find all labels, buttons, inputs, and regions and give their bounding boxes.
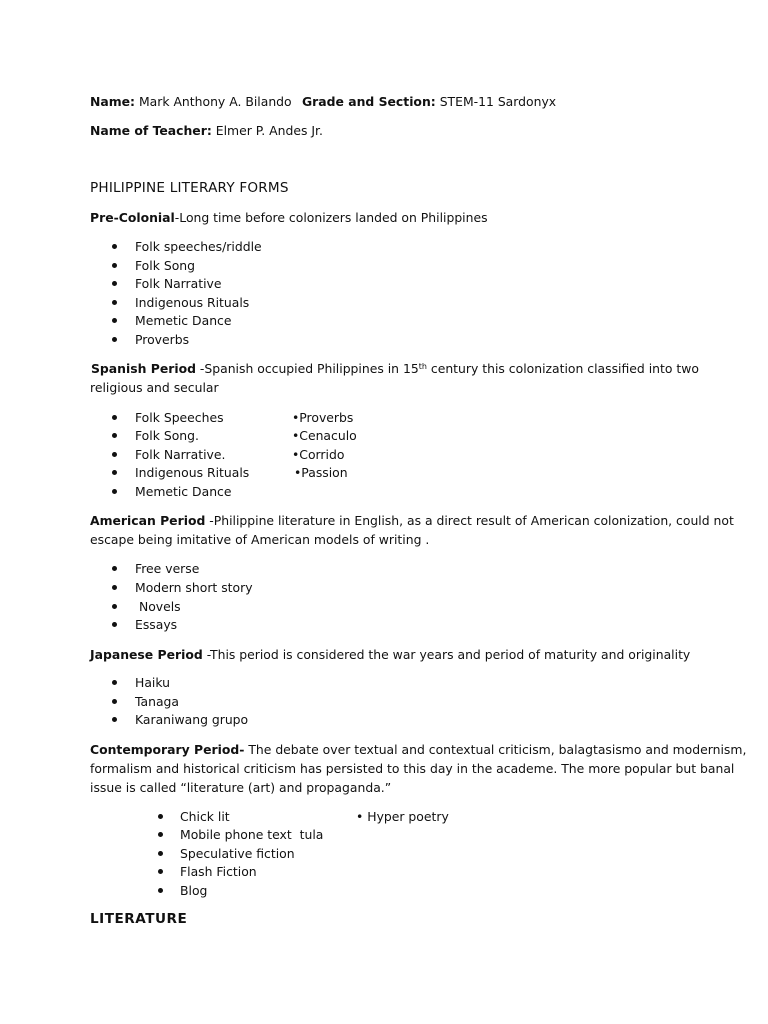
bullet-icon (112, 622, 117, 627)
grade-label: Grade and Section: (302, 94, 436, 109)
bullet-icon (158, 851, 163, 856)
list-item: Free verse (135, 561, 200, 576)
bullet-icon (112, 680, 117, 685)
list-item: Chick lit (180, 809, 230, 824)
list-item: Folk Song. (135, 428, 199, 443)
american-paragraph (90, 513, 734, 528)
bullet-icon (112, 281, 117, 286)
list-item: Proverbs (135, 332, 190, 347)
list-item-right: • Hyper poetry (356, 809, 449, 824)
american-label: American Period (90, 513, 206, 528)
name-value: Mark Anthony A. Bilando (138, 94, 292, 109)
japanese-paragraph (90, 647, 690, 662)
precolonial-label: Pre-Colonial (90, 210, 175, 225)
bullet-icon (158, 832, 163, 837)
list-item: Modern short story (135, 580, 253, 595)
list-item: Novels (135, 599, 181, 614)
teacher-value: Elmer P. Andes Jr. (215, 123, 323, 138)
list-item: Mobile phone text tula (180, 827, 324, 842)
list-item: Folk speeches/riddle (135, 239, 262, 254)
list-item: Blog (180, 883, 208, 898)
spanish-desc-line2: religious and secular (90, 380, 219, 395)
list-item: Haiku (135, 675, 170, 690)
bullet-icon (112, 604, 117, 609)
list-item: Indigenous Rituals (135, 465, 250, 480)
bullet-icon (112, 452, 117, 457)
bullet-icon (158, 814, 163, 819)
precolonial-paragraph (90, 210, 488, 225)
list-item: Folk Narrative. (135, 447, 226, 462)
bullet-icon (112, 300, 117, 305)
bullet-icon (112, 263, 117, 268)
list-item: Karaniwang grupo (135, 712, 249, 727)
precolonial-desc: -Long time before colonizers landed on Philippines (174, 210, 488, 225)
teacher-line (90, 123, 323, 138)
american-desc-line1: -Philippine literature in English, as a direct result of American colonization, could not (205, 513, 734, 528)
list-item: Tanaga (135, 694, 180, 709)
bullet-icon (112, 318, 117, 323)
list-item: Folk Song (135, 258, 195, 273)
list-item: Speculative fiction (180, 846, 295, 861)
american-desc-line2: escape being imitative of American models of writing . (90, 532, 430, 547)
list-item: Folk Speeches (135, 410, 224, 425)
bullet-icon (112, 585, 117, 590)
spanish-desc-sup: th (418, 362, 427, 371)
spanish-label: Spanish Period (91, 361, 196, 376)
grade-value: STEM-11 Sardonyx (439, 94, 557, 109)
bullet-icon (158, 869, 163, 874)
contemporary-paragraph (90, 742, 746, 757)
list-item: Folk Narrative (135, 276, 222, 291)
grade-section-line (302, 94, 556, 109)
student-name-line (90, 94, 292, 109)
spanish-desc-part1: -Spanish occupied Philippines in 15 (195, 361, 419, 376)
bullet-icon (112, 717, 117, 722)
bullet-icon (112, 337, 117, 342)
bullet-icon (112, 415, 117, 420)
bullet-icon (112, 566, 117, 571)
page-title: PHILIPPINE LITERARY FORMS (90, 180, 289, 196)
bullet-icon (158, 888, 163, 893)
contemporary-desc-line1: The debate over textual and contextual criticism, balagtasismo and modernism, (244, 742, 747, 757)
bullet-icon (112, 489, 117, 494)
japanese-label: Japanese Period (90, 647, 203, 662)
contemporary-desc-line2: formalism and historical criticism has persisted to this day in the academe. The more popular but banal (90, 761, 735, 776)
contemporary-label: Contemporary Period- (90, 742, 245, 757)
name-label: Name: (90, 94, 136, 109)
spanish-desc-part2: century this colonization classified into two (426, 361, 699, 376)
list-item: Indigenous Rituals (135, 295, 250, 310)
list-item-right: •Proverbs (292, 410, 354, 425)
list-item: Memetic Dance (135, 484, 232, 499)
japanese-desc: -This period is considered the war years and period of maturity and originality (202, 647, 691, 662)
list-item-right: •Corrido (292, 447, 345, 462)
bullet-icon (112, 244, 117, 249)
spanish-paragraph (91, 361, 699, 376)
list-item-right: •Cenaculo (292, 428, 357, 443)
literature-heading: LITERATURE (90, 911, 188, 927)
teacher-label: Name of Teacher: (90, 123, 212, 138)
list-item-right: •Passion (294, 465, 348, 480)
list-item: Flash Fiction (180, 864, 257, 879)
contemporary-desc-line3: issue is called “literature (art) and propaganda.” (90, 780, 392, 795)
list-item: Essays (135, 617, 178, 632)
bullet-icon (112, 699, 117, 704)
bullet-icon (112, 433, 117, 438)
list-item: Memetic Dance (135, 313, 232, 328)
bullet-icon (112, 470, 117, 475)
